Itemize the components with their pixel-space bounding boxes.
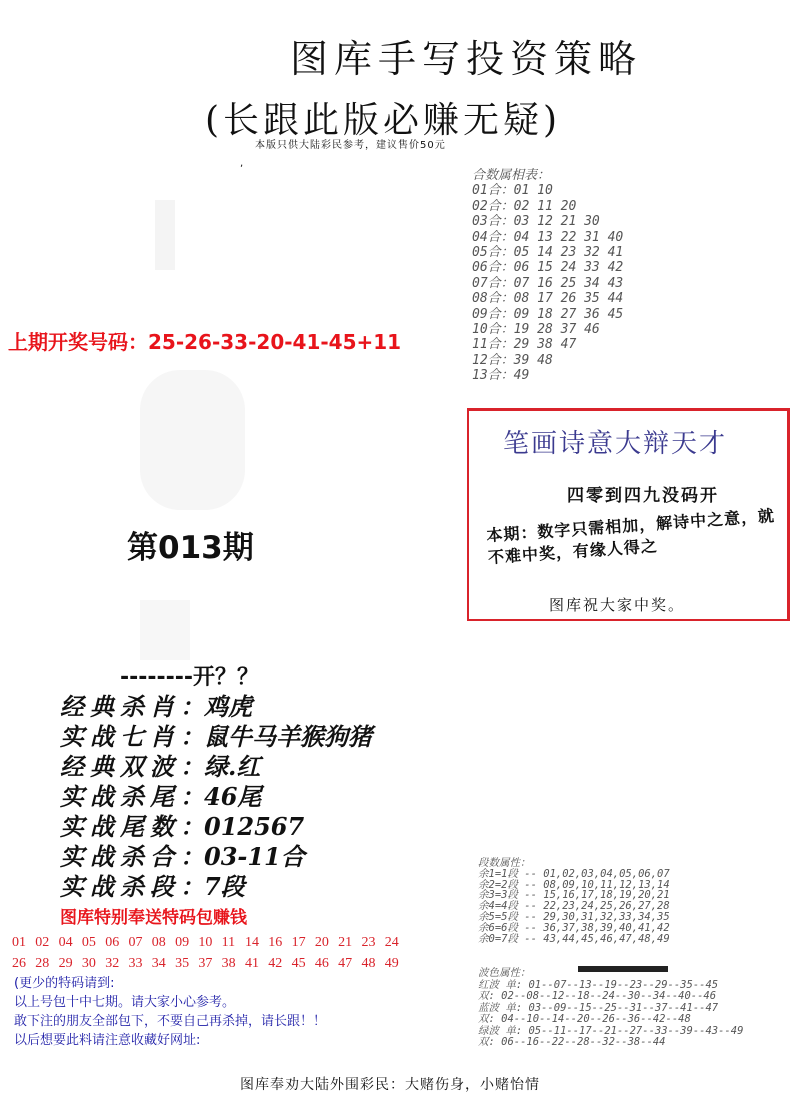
page-subtitle: (长跟此版必赚无疑) <box>205 100 562 141</box>
tip-value: 鸡虎 <box>204 692 252 721</box>
last-draw-numbers: 上期开奖号码：25-26-33-20-41-45+11 <box>8 330 402 354</box>
poem-title: 笔画诗意大辩天才 <box>503 429 728 459</box>
tip-key: 实战杀段 <box>60 872 180 901</box>
segment-row: 余0=7段 -- 43,44,45,46,47,48,49 <box>478 932 670 945</box>
gift-number: 29 <box>58 956 73 971</box>
footer-advice: 图库奉劝大陆外围彩民：大赌伤身，小赌怡情 <box>240 1077 540 1093</box>
gift-number: 04 <box>58 935 73 950</box>
combo-row: 09合：09 18 27 36 45 <box>472 306 624 322</box>
wave-row: 蓝波 单: 03--09--15--25--31--37--41--47 <box>478 1001 719 1014</box>
gift-number: 16 <box>268 935 283 950</box>
gift-note: 以上号包十中七期。请大家小心参考。 <box>14 995 236 1010</box>
wave-row: 双: 04--10--14--20--26--36--42--48 <box>478 1013 691 1025</box>
gift-numbers-row <box>12 953 408 974</box>
gift-number: 07 <box>128 935 143 950</box>
gift-number: 47 <box>338 956 353 971</box>
gift-number: 45 <box>291 956 306 971</box>
gift-number: 46 <box>314 956 329 971</box>
segment-row: 余3=3段 -- 15,16,17,18,19,20,21 <box>478 889 670 902</box>
combo-row: 01合：01 10 <box>472 183 553 199</box>
combo-row: 03合：03 12 21 30 <box>472 214 600 230</box>
wave-row: 双: 06--16--22--28--32--38--44 <box>478 1036 666 1048</box>
wave-title: 波色属性： <box>478 967 531 979</box>
gift-number: 21 <box>338 935 353 950</box>
segment-title: 段数属性： <box>478 857 531 869</box>
gift-number: 10 <box>198 935 213 950</box>
combo-row: 12合：39 48 <box>472 352 553 368</box>
wave-row: 双: 02--08--12--18--24--30--34--40--46 <box>478 990 717 1002</box>
combo-row: 11合：29 38 47 <box>472 337 577 353</box>
gift-number: 48 <box>361 956 376 971</box>
tip-key: 实战七肖 <box>60 722 180 751</box>
poem-box <box>467 408 790 621</box>
poem-blessing: 图库祝大家中奖。 <box>549 596 686 614</box>
gift-number: 14 <box>244 935 259 950</box>
gift-numbers-row <box>12 932 408 953</box>
gift-number: 06 <box>105 935 120 950</box>
combo-row: 13合：49 <box>472 368 530 384</box>
tips-list <box>60 692 372 902</box>
gift-number: 42 <box>268 956 283 971</box>
tip-value: 012567 <box>204 812 305 841</box>
tip-key: 经典双波 <box>60 752 180 781</box>
combo-table-title: 合数属相表： <box>472 168 551 183</box>
poem-line: 本期：数字只需相加，解诗中之意，就不难中奖，有缘人得之 <box>485 506 776 568</box>
price-note: 本版只供大陆彩民参考，建议售价50元 <box>255 140 446 151</box>
tip-key: 实战杀尾 <box>60 782 180 811</box>
tip-value: 46尾 <box>204 782 262 811</box>
combo-row: 10合：19 28 37 46 <box>472 322 600 338</box>
tip-key: 经典杀肖 <box>60 692 180 721</box>
segment-row: 余5=5段 -- 29,30,31,32,33,34,35 <box>478 910 670 923</box>
segment-row: 余4=4段 -- 22,23,24,25,26,27,28 <box>478 900 670 913</box>
gift-number: 35 <box>175 956 190 971</box>
tip-row: 经典杀肖：鸡虎 <box>60 692 252 721</box>
wave-row: 红波 单: 01--07--13--19--23--29--35--45 <box>478 978 719 991</box>
tip-row: 实战七肖：鼠牛马羊猴狗猪 <box>60 722 372 751</box>
gift-number: 09 <box>175 935 190 950</box>
tip-row: 实战杀合：03-11合 <box>60 842 305 871</box>
combo-row: 05合：05 14 23 32 41 <box>472 245 624 261</box>
faded-watermark <box>140 370 245 510</box>
segment-row: 余2=2段 -- 08,09,10,11,12,13,14 <box>478 878 670 891</box>
gift-number: 05 <box>81 935 96 950</box>
segment-row: 余1=1段 -- 01,02,03,04,05,06,07 <box>478 867 670 880</box>
combo-row: 07合：07 16 25 34 43 <box>472 275 624 291</box>
combo-row: 06合：06 15 24 33 42 <box>472 260 624 276</box>
faded-mark <box>155 200 175 270</box>
gift-number: 34 <box>151 956 166 971</box>
segment-table <box>478 858 670 944</box>
gift-number: 49 <box>384 956 399 971</box>
gift-notes <box>14 974 326 1050</box>
gift-number: 41 <box>244 956 259 971</box>
tip-value: 7段 <box>204 872 245 901</box>
combo-row: 08合：08 17 26 35 44 <box>472 291 624 307</box>
gift-number: 08 <box>151 935 166 950</box>
gift-number: 26 <box>12 956 26 971</box>
combo-row: 04合：04 13 22 31 40 <box>472 229 624 245</box>
gift-numbers <box>12 932 408 974</box>
segment-row: 余6=6段 -- 36,37,38,39,40,41,42 <box>478 921 670 934</box>
stray-mark: , <box>240 158 244 169</box>
tip-row: 实战尾数：012567 <box>60 812 305 841</box>
tip-row: 经典双波：绿.红 <box>60 752 261 781</box>
tip-value: 03-11合 <box>204 842 305 871</box>
gift-number: 38 <box>221 956 236 971</box>
gift-number: 24 <box>384 935 399 950</box>
issue-number: 第013期 <box>127 530 254 566</box>
wave-row: 绿波 单: 05--11--17--21--27--33--39--43--49 <box>478 1024 744 1037</box>
gift-number: 23 <box>361 935 376 950</box>
combo-table <box>472 168 623 384</box>
faded-mark <box>140 600 190 660</box>
gift-number: 33 <box>128 956 143 971</box>
tip-key: 实战尾数 <box>60 812 180 841</box>
gift-number: 01 <box>12 935 26 950</box>
open-question-line: --------开？？ <box>120 665 260 690</box>
wave-color-table <box>478 968 743 1049</box>
gift-number: 11 <box>221 935 236 950</box>
tip-key: 实战杀合 <box>60 842 180 871</box>
tip-value: 鼠牛马羊猴狗猪 <box>204 722 372 751</box>
gift-number: 28 <box>35 956 50 971</box>
gift-number: 37 <box>198 956 213 971</box>
gift-note: 敢下注的朋友全部包下，不要自己再杀掉，请长跟！！ <box>14 1014 327 1029</box>
gift-note: 以后想要此料请注意收藏好网址: <box>14 1033 201 1048</box>
gift-number: 30 <box>81 956 96 971</box>
gift-number: 32 <box>105 956 120 971</box>
poem-line: 四零到四九没码开 <box>567 486 719 506</box>
page-title: 图库手写投资策略 <box>290 37 643 81</box>
tip-value: 绿.红 <box>204 752 261 781</box>
gift-title: 图库特别奉送特码包赚钱 <box>60 908 247 928</box>
gift-number: 17 <box>291 935 306 950</box>
tip-row: 实战杀段：7段 <box>60 872 245 901</box>
gift-number: 20 <box>314 935 329 950</box>
tip-row: 实战杀尾：46尾 <box>60 782 262 811</box>
gift-note: (更少的特码请到: <box>14 976 115 991</box>
combo-row: 02合：02 11 20 <box>472 198 577 214</box>
gift-number: 02 <box>35 935 50 950</box>
